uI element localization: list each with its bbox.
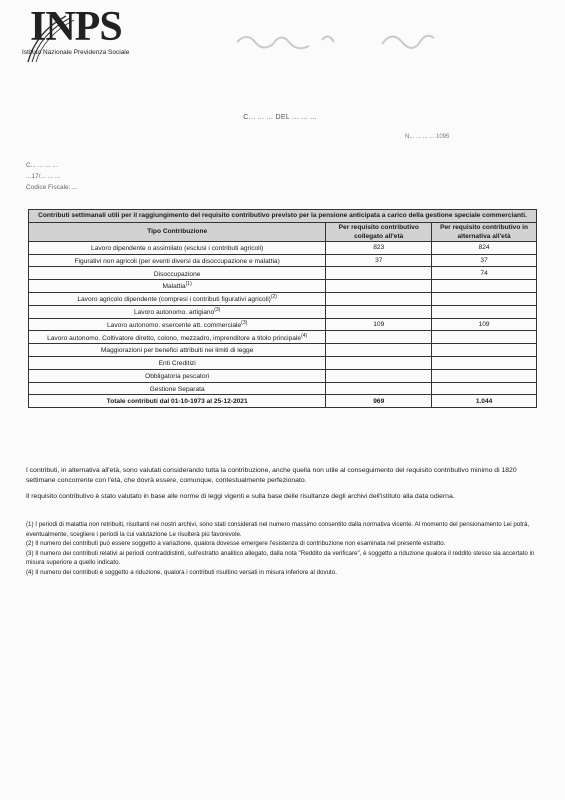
row-age-value [326, 331, 432, 344]
row-alternative-value [432, 382, 537, 395]
recipient-tax-code: Codice Fiscale: ... [26, 184, 78, 191]
column-header-alternative: Per requisito contributivo in alternativa all'età [432, 222, 537, 241]
row-age-value [326, 292, 432, 305]
table-body [29, 241, 537, 395]
footnote-4: (4) Il numero dei contributi è soggetto a riduzione, qualora i contributi risultino versati in misura inferiore al dovuto. [26, 568, 337, 576]
row-label: Lavoro autonomo. esercente att. commerciale$^{(3)}$ [29, 318, 326, 331]
document-reference: N... ... ... ... 1095 [405, 134, 450, 140]
table-row [29, 305, 537, 318]
row-alternative-value [432, 331, 537, 344]
footnotes [26, 520, 536, 577]
row-age-value: 37 [326, 254, 432, 267]
row-note: (2) [270, 294, 277, 301]
table-row [29, 292, 537, 305]
row-label: Enti Creditizi [29, 356, 326, 369]
paragraph-alternative: I contributi, in alternativa all'età, sono valutati considerando tutta la contribuzione, anche quella non utile al conseguimento del requisito contributivo minimo di 1820 settimane concorrente con l'età, che dovrà essere, comunque, contestualmente perfezionato. [26, 467, 517, 484]
total-alternative: 1.044 [432, 395, 537, 408]
row-alternative-value [432, 292, 537, 305]
row-label: Maggiorazioni per benefici attribuiti nei limiti di legge [29, 344, 326, 357]
document-title: C... ... ... DEL ... ... ... [243, 114, 317, 121]
logo-text: INPS [30, 4, 122, 50]
row-alternative-value: 74 [432, 267, 537, 280]
row-note: (3) [241, 319, 248, 326]
table-row [29, 254, 537, 267]
table-row [29, 267, 537, 280]
footnote-3: (3) Il numero dei contributi relativi ai periodi contraddistinti, sull'estratto analitico allegato, dalla nota "Reddito da verificare", è soggetto a riduzione qualora il reddito stesso sia accertato in misura superiore a quello indicato. [26, 549, 535, 566]
table-row [29, 369, 537, 382]
table-row [29, 344, 537, 357]
column-header-age: Per requisito contributivo collegato all'età [326, 222, 432, 241]
total-label: Totale contributi dal 01-10-1973 al 25-12-2021 [29, 395, 326, 408]
row-age-value: 109 [326, 318, 432, 331]
table-row [29, 382, 537, 395]
row-label: Lavoro autonomo. artigiano$^{(3)}$ [29, 305, 326, 318]
inps-logo [22, 6, 129, 56]
table-row [29, 318, 537, 331]
row-age-value [326, 344, 432, 357]
row-age-value [326, 369, 432, 382]
row-label: Lavoro dipendente o assimilato (esclusi i contributi agricoli) [29, 241, 326, 254]
row-note: (1) [185, 281, 192, 288]
table-row [29, 241, 537, 254]
row-age-value [326, 305, 432, 318]
row-alternative-value [432, 305, 537, 318]
row-alternative-value [432, 280, 537, 293]
footnote-2: (2) Il numero dei contributi può essere soggetto a variazione, qualora dovesse emergere l'esistenza di contribuzione non esaminata nel presente estratto. [26, 540, 446, 547]
row-alternative-value [432, 344, 537, 357]
row-label: Lavoro autonomo. Coltivatore diretto, colono, mezzadro, imprenditore a titolo principale$^{(4)}$ [29, 331, 326, 344]
row-alternative-value: 824 [432, 241, 537, 254]
row-age-value [326, 356, 432, 369]
row-label: Figurativi non agricoli (per eventi diversi da disoccupazione e malattia) [29, 254, 326, 267]
row-age-value: 823 [326, 241, 432, 254]
logo-subtitle: Istituto Nazionale Previdenza Sociale [22, 49, 130, 56]
column-header-type: Tipo Contribuzione [29, 222, 326, 241]
row-label: Malattia$^{(1)}$ [29, 280, 326, 293]
contributions-table [28, 209, 537, 408]
recipient-block [26, 160, 78, 193]
row-age-value [326, 280, 432, 293]
table-row [29, 356, 537, 369]
row-label: Obbligatoria pescatori [29, 369, 326, 382]
row-label: Disoccupazione [29, 267, 326, 280]
recipient-birth: ...17/... ... ... [26, 173, 61, 180]
row-alternative-value [432, 356, 537, 369]
table-total-row [29, 395, 537, 408]
row-label: Gestione Separata [29, 382, 326, 395]
paragraph-requirement: Il requisito contributivo è stato valutato in base alle norme di leggi vigenti e sulla base delle risultanze degli archivi dell'istituto alla data odierna. [26, 493, 455, 500]
row-alternative-value: 109 [432, 318, 537, 331]
handwritten-note [232, 22, 452, 62]
row-alternative-value: 37 [432, 254, 537, 267]
row-note: (4) [301, 332, 308, 339]
row-alternative-value [432, 369, 537, 382]
row-age-value [326, 267, 432, 280]
total-age: 969 [326, 395, 432, 408]
table-caption: Contributi settimanali utili per il raggiungimento del requisito contributivo previsto per la pensione anticipata a carico della gestione speciale commercianti. [29, 210, 537, 223]
row-note: (3) [214, 307, 221, 314]
recipient-name: C... ... ... ... [26, 162, 58, 169]
footnote-1: (1) I periodi di malattia non retribuiti, risultanti nei nostri archivi, sono stati considerati nel numero massimo consentito dalla normativa vicente. Al momento del pensionamento Lei potrà, eventualmente, scegliere i periodi la cui valutazione Le risulterà più favorevole. [26, 521, 530, 538]
table-row [29, 280, 537, 293]
row-age-value [326, 382, 432, 395]
row-label: Lavoro agricolo dipendente (compresi i contributi figurativi agricoli)$^{(2)}$ [29, 292, 326, 305]
table-row [29, 331, 537, 344]
